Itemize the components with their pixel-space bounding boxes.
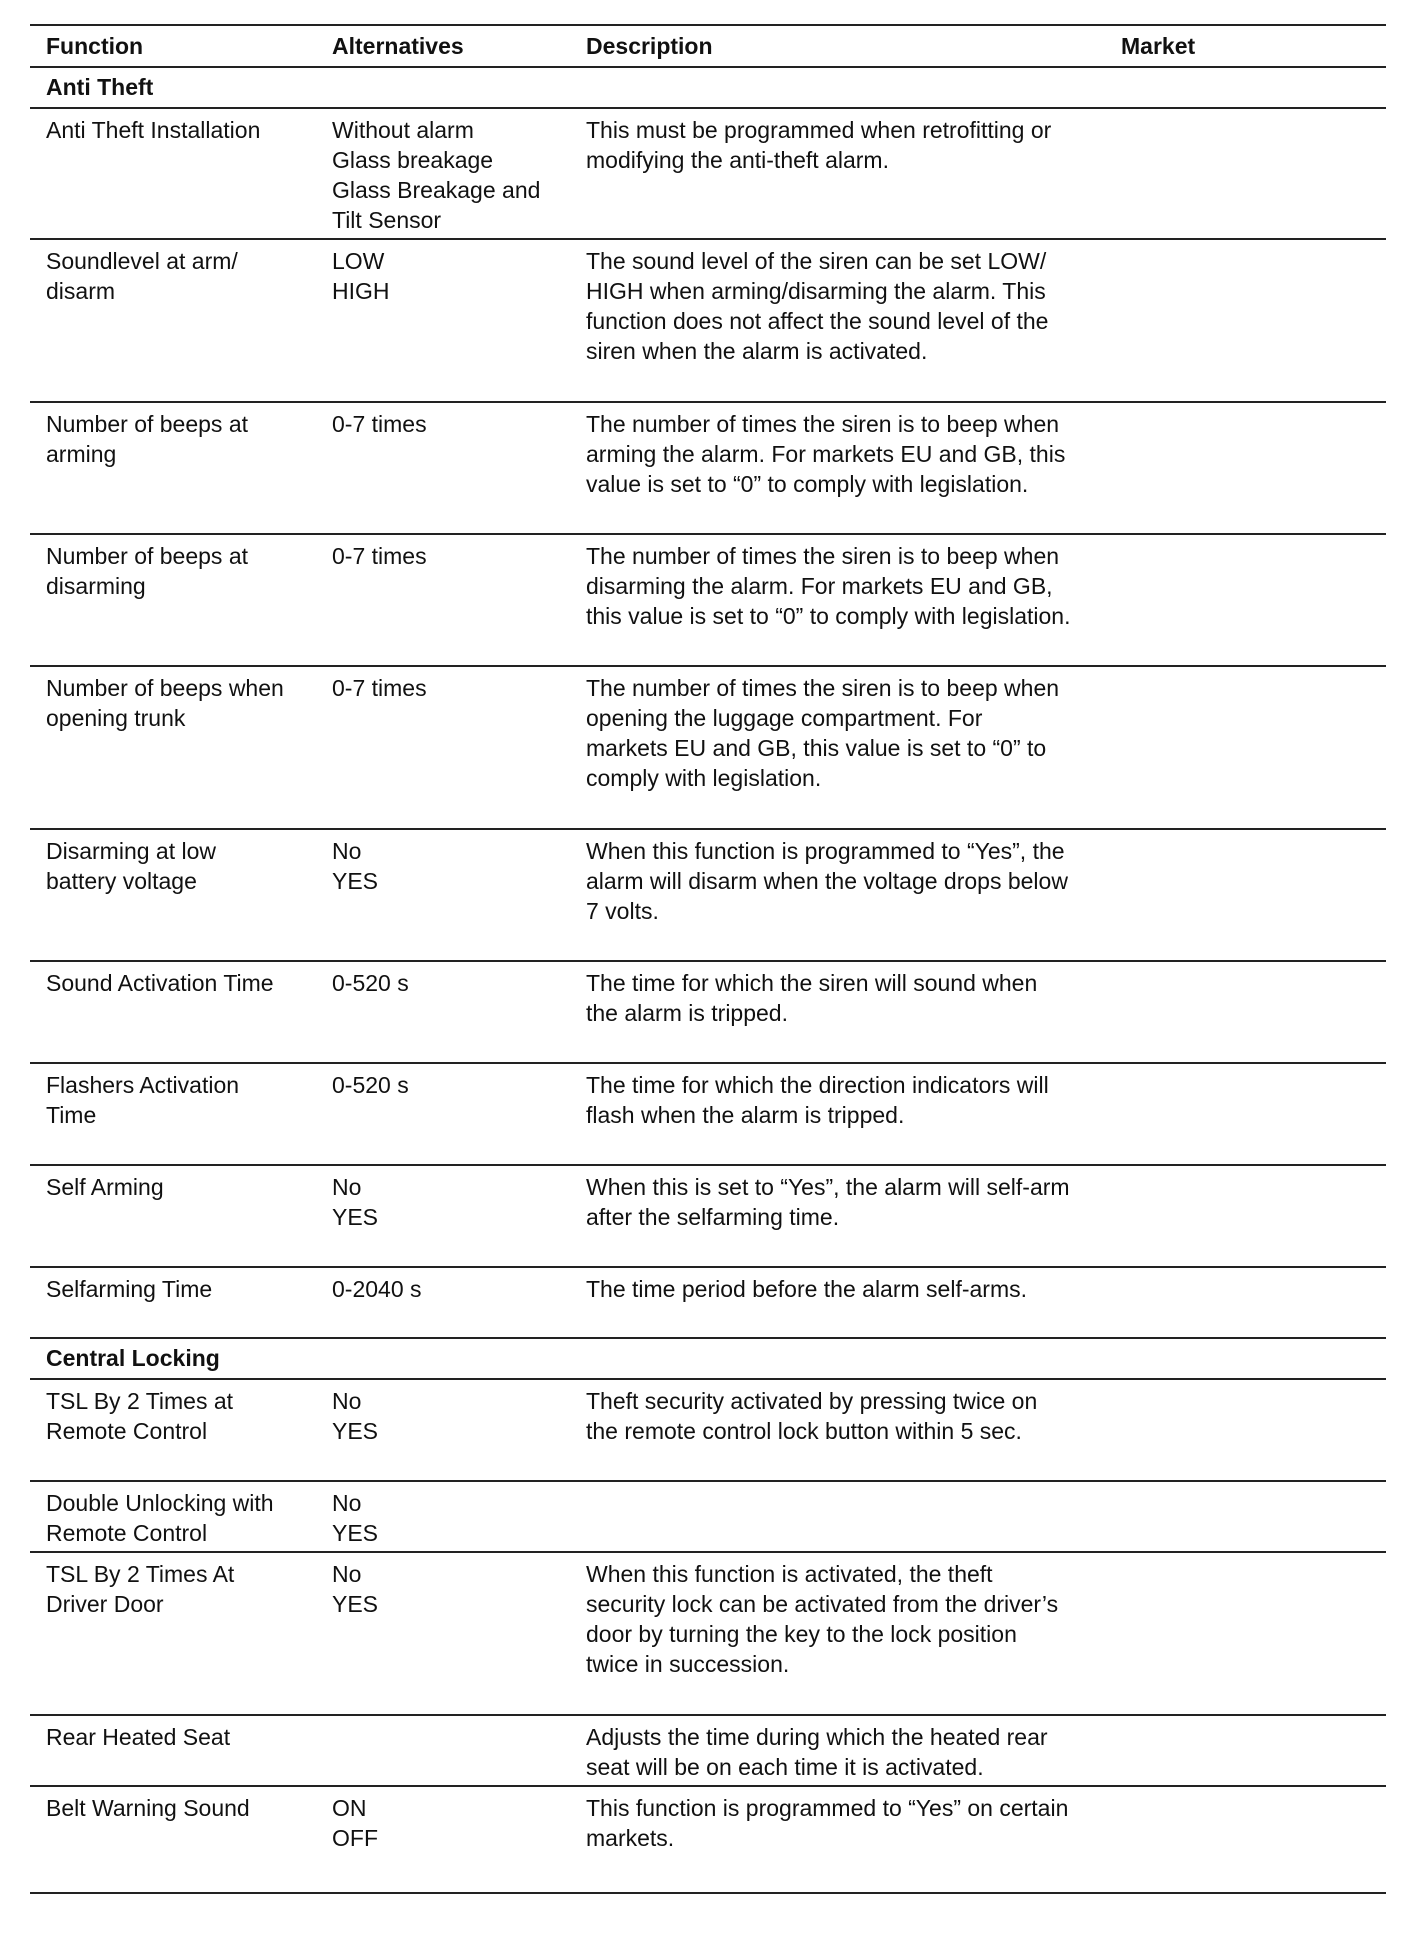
alternatives-cell: 0-7 times (332, 543, 427, 569)
alternatives-cell: No YES (332, 1490, 379, 1546)
description-cell: The time period before the alarm self-arms. (586, 1276, 1028, 1302)
market-cell (1105, 109, 1386, 238)
table-row (30, 107, 1386, 238)
function-cell: Flashers Activation Time (46, 1072, 240, 1128)
function-cell: Anti Theft Installation (46, 117, 261, 143)
function-cell: Disarming at low battery voltage (46, 838, 216, 894)
description-cell: The number of times the siren is to beep when opening the luggage compartment. For markets EU and GB, this value is set to “0” to comply with legislation. (586, 675, 1060, 791)
function-table (30, 24, 1386, 1887)
market-cell (1105, 1166, 1386, 1266)
function-cell: Number of beeps at arming (46, 411, 249, 467)
market-cell (1105, 962, 1386, 1062)
description-cell: When this is set to “Yes”, the alarm will self-arm after the selfarming time. (586, 1174, 1070, 1230)
table-row (30, 1551, 1386, 1714)
table-row (30, 828, 1386, 960)
table-row (30, 1480, 1386, 1551)
function-cell: Selfarming Time (46, 1276, 213, 1302)
description-cell: The number of times the siren is to beep when disarming the alarm. For markets EU and GB, this value is set to “0” to comply with legislation. (586, 543, 1071, 629)
section-row-anti-theft (30, 66, 1386, 107)
bottom-rule (30, 1892, 1386, 1894)
alternatives-cell: No YES (332, 1388, 379, 1444)
market-cell (1105, 240, 1386, 401)
description-cell: Adjusts the time during which the heated rear seat will be on each time it is activated. (586, 1724, 1048, 1780)
market-cell (1105, 1064, 1386, 1164)
alternatives-cell: ON OFF (332, 1795, 378, 1851)
table-header-row (30, 24, 1386, 66)
market-cell (1105, 830, 1386, 960)
market-cell (1105, 1482, 1386, 1551)
table-row (30, 238, 1386, 401)
function-cell: TSL By 2 Times At Driver Door (46, 1561, 235, 1617)
alternatives-cell: No YES (332, 838, 379, 894)
table-row (30, 1785, 1386, 1887)
market-cell (1105, 667, 1386, 828)
header-function: Function (46, 33, 144, 59)
function-cell: Number of beeps at disarming (46, 543, 249, 599)
function-cell: Double Unlocking with Remote Control (46, 1490, 274, 1546)
alternatives-cell: No YES (332, 1561, 379, 1617)
function-cell: Self Arming (46, 1174, 164, 1200)
table-row (30, 533, 1386, 665)
table-row (30, 401, 1386, 533)
section-title: Central Locking (46, 1345, 220, 1371)
function-cell: Number of beeps when opening trunk (46, 675, 284, 731)
alternatives-cell: 0-520 s (332, 970, 409, 996)
description-cell: When this function is programmed to “Yes”, the alarm will disarm when the voltage drops below 7 volts. (586, 838, 1068, 924)
table-row (30, 1164, 1386, 1266)
function-cell: Belt Warning Sound (46, 1795, 250, 1821)
description-cell: The time for which the direction indicators will flash when the alarm is tripped. (586, 1072, 1049, 1128)
function-cell: Soundlevel at arm/ disarm (46, 248, 238, 304)
market-cell (1105, 1787, 1386, 1887)
header-description: Description (586, 33, 713, 59)
market-cell (1105, 535, 1386, 665)
description-cell: This function is programmed to “Yes” on certain markets. (586, 1795, 1069, 1851)
description-cell (570, 1482, 1105, 1551)
description-cell: Theft security activated by pressing twice on the remote control lock button within 5 sec. (586, 1388, 1038, 1444)
market-cell (1105, 1716, 1386, 1785)
table-row (30, 1062, 1386, 1164)
table-row (30, 1378, 1386, 1480)
header-market: Market (1121, 33, 1196, 59)
market-cell (1105, 403, 1386, 533)
table-row (30, 665, 1386, 828)
alternatives-cell: 0-7 times (332, 411, 427, 437)
table-row (30, 960, 1386, 1062)
section-row-central-locking (30, 1337, 1386, 1378)
description-cell: The time for which the siren will sound when the alarm is tripped. (586, 970, 1038, 1026)
function-cell: TSL By 2 Times at Remote Control (46, 1388, 234, 1444)
function-cell: Rear Heated Seat (46, 1724, 231, 1750)
alternatives-cell: 0-520 s (332, 1072, 409, 1098)
table-row (30, 1266, 1386, 1337)
description-cell: This must be programmed when retrofitting or modifying the anti-theft alarm. (586, 117, 1052, 173)
description-cell: The number of times the siren is to beep when arming the alarm. For markets EU and GB, this value is set to “0” to comply with legislation. (586, 411, 1066, 497)
description-cell: When this function is activated, the theft security lock can be activated from the driver’s door by turning the key to the lock position twice in succession. (586, 1561, 1059, 1677)
header-alternatives: Alternatives (332, 33, 464, 59)
alternatives-cell: 0-7 times (332, 675, 427, 701)
alternatives-cell: No YES (332, 1174, 379, 1230)
market-cell (1105, 1268, 1386, 1337)
alternatives-cell (316, 1716, 570, 1785)
alternatives-cell: Without alarm Glass breakage Glass Breakage and Tilt Sensor (332, 117, 541, 233)
alternatives-cell: LOW HIGH (332, 248, 390, 304)
table-row (30, 1714, 1386, 1785)
description-cell: The sound level of the siren can be set LOW/ HIGH when arming/disarming the alarm. This function does not affect the sound level of the siren when the alarm is activated. (586, 248, 1049, 364)
alternatives-cell: 0-2040 s (332, 1276, 422, 1302)
market-cell (1105, 1553, 1386, 1714)
section-title: Anti Theft (46, 74, 154, 100)
market-cell (1105, 1380, 1386, 1480)
function-cell: Sound Activation Time (46, 970, 274, 996)
